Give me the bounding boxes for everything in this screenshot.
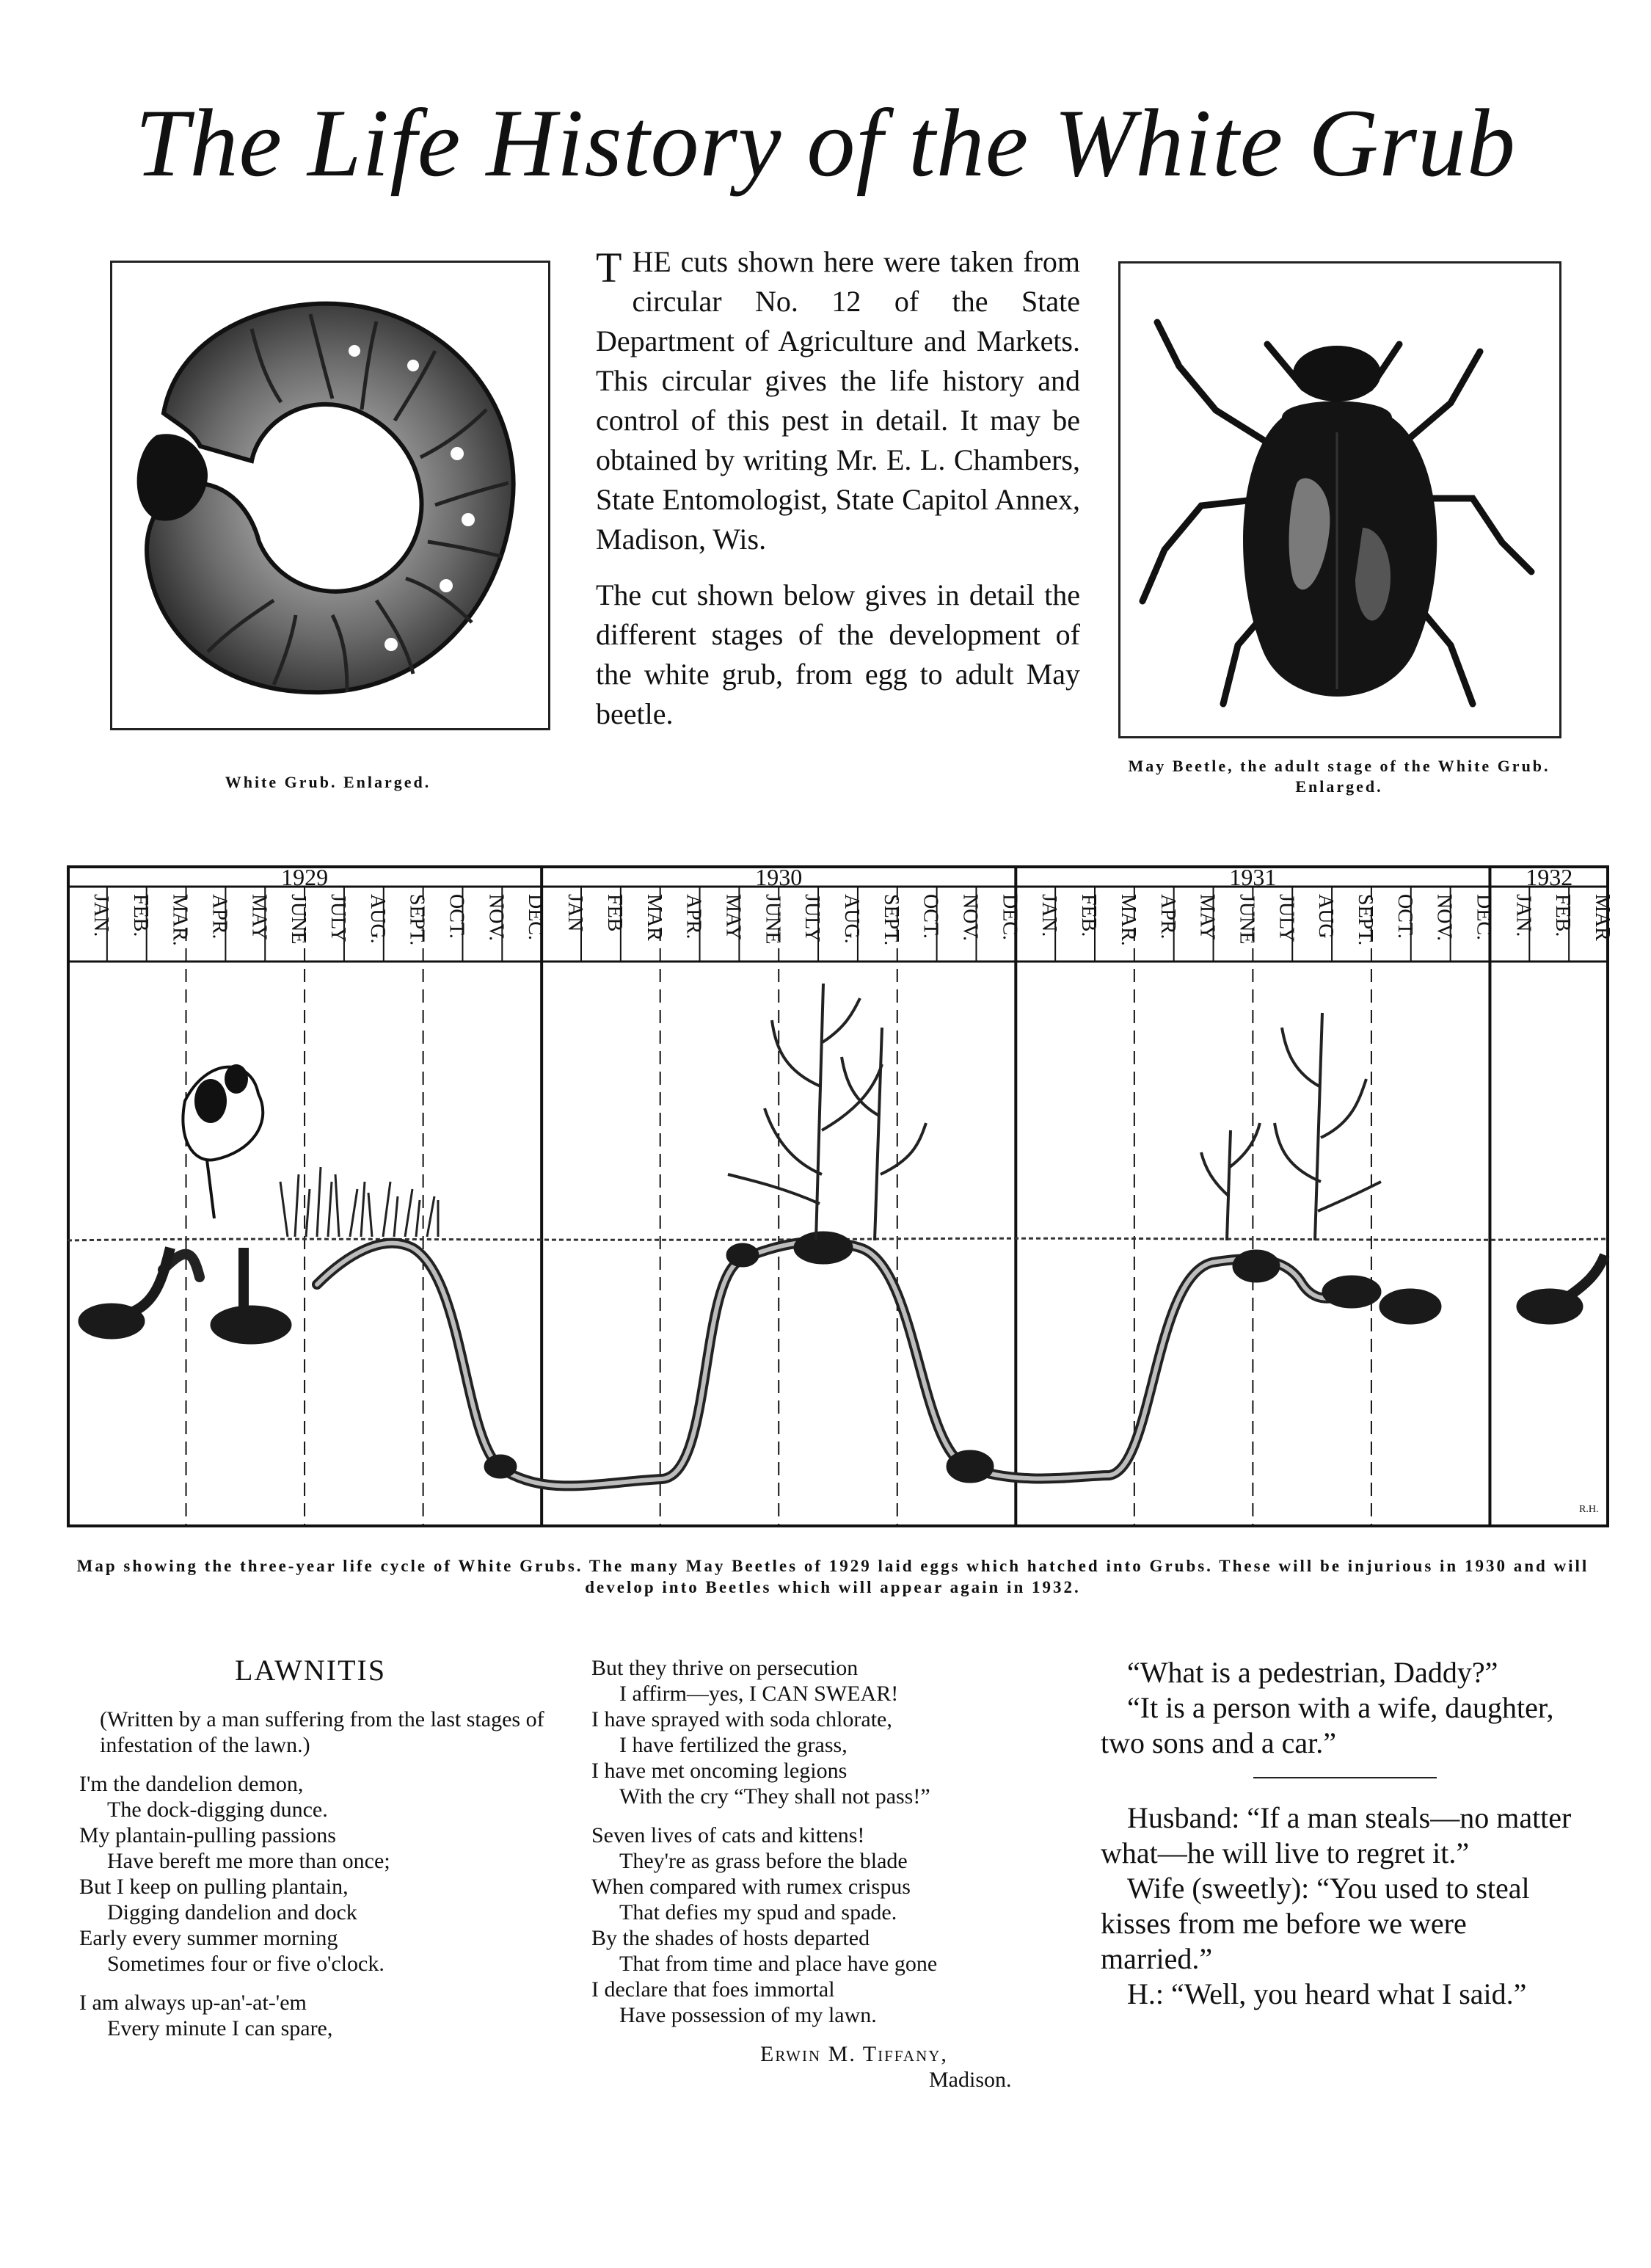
month-label: JAN. — [1038, 894, 1061, 937]
intro-text — [596, 242, 1080, 750]
month-label: NOV. — [958, 894, 982, 942]
month-label: MAR. — [168, 894, 192, 946]
poem-stanza — [591, 1655, 1061, 1809]
poem-line: The dock-digging dunce. — [107, 1798, 328, 1822]
poem-line: Seven lives of cats and kittens! — [591, 1823, 865, 1847]
artist-initials: R.H. — [1579, 1504, 1599, 1515]
poem-line: They're as grass before the blade — [619, 1849, 908, 1873]
poem-line: Digging dandelion and dock — [107, 1900, 357, 1924]
poem-line: Early every summer morning — [79, 1926, 338, 1950]
poem-author: Erwin M. Tiffany, — [760, 2042, 948, 2066]
joke-line: “What is a pedestrian, Daddy?” — [1127, 1656, 1498, 1689]
poem-line: Sometimes four or five o'clock. — [107, 1952, 384, 1976]
month-label: OCT. — [445, 894, 468, 939]
poem-line: Have bereft me more than once; — [107, 1849, 390, 1873]
intro-paragraph-2: The cut shown below gives in detail the different stages of the development of the white grub, from egg to adult May beetle. — [596, 578, 1080, 730]
poem-line: I'm the dandelion demon, — [79, 1772, 304, 1796]
month-label: APR. — [208, 894, 231, 939]
month-label: NOV. — [1432, 894, 1456, 942]
month-label: AUG. — [840, 894, 863, 944]
month-label: DEC. — [998, 894, 1021, 940]
year-label: 1930 — [755, 864, 803, 890]
poem-line: I declare that foes immortal — [591, 1977, 835, 2002]
poem-stanza — [79, 1990, 564, 2041]
poem-stanza — [79, 1771, 564, 1977]
white-grub-photo — [110, 261, 550, 730]
joke-line: Husband: “If a man steals—no matter what—he will live to regret it.” — [1101, 1801, 1572, 1869]
poem-column-1 — [79, 1707, 564, 2054]
white-grub-illustration — [112, 263, 548, 728]
month-label: NOV. — [484, 894, 508, 942]
joke-line: H.: “Well, you heard what I said.” — [1127, 1977, 1527, 2010]
intro-paragraph-1: HE cuts shown here were taken from circular No. 12 of the State Department of Agriculture and Markets. This circular gives the life history and control of this pest in detail. It may be obtained by writing Mr. E. L. Chambers, State Entomologist, State Capitol Annex, Madison, Wis. — [596, 245, 1080, 556]
poem-line: But I keep on pulling plantain, — [79, 1875, 349, 1899]
poem-line: With the cry “They shall not pass!” — [619, 1784, 930, 1809]
month-label: FEB. — [128, 894, 152, 937]
page-title: The Life History of the White Grub — [135, 89, 1516, 197]
month-label: JUNE — [287, 894, 310, 945]
poem-stanza — [591, 1822, 1061, 2028]
poem-line: I have sprayed with soda chlorate, — [591, 1707, 892, 1731]
poem-line: Every minute I can spare, — [107, 2016, 333, 2040]
intro-dropcap: T — [596, 244, 622, 291]
poem-subtitle: (Written by a man suffering from the last stages of infestation of the lawn.) — [100, 1707, 544, 1757]
year-label: 1932 — [1526, 864, 1573, 890]
month-label: APR. — [1156, 894, 1179, 939]
year-label: 1929 — [281, 864, 329, 890]
poem-line: That defies my spud and spade. — [619, 1900, 897, 1924]
joke-line: Wife (sweetly): “You used to steal kisses from me before we were married.” — [1101, 1872, 1530, 1975]
month-label: MAY — [1195, 894, 1219, 940]
month-label: MAY — [247, 894, 271, 940]
beetle-photo-caption: May Beetle, the adult stage of the White Grub. Enlarged. — [1128, 757, 1550, 796]
month-label: JULY — [1275, 894, 1298, 942]
month-label: MAR. — [1116, 894, 1140, 946]
joke-line: “It is a person with a wife, daughter, two sons and a car.” — [1101, 1691, 1554, 1759]
poem-place: Madison. — [929, 2068, 1012, 2092]
poem-line: But they thrive on persecution — [591, 1656, 859, 1680]
may-beetle-photo — [1118, 261, 1561, 738]
month-label: JUNE — [1235, 894, 1258, 945]
divider-rule — [1253, 1777, 1437, 1778]
month-label: SEPT. — [1354, 894, 1377, 946]
may-beetle-illustration — [1120, 263, 1559, 736]
month-label: JAN — [564, 894, 587, 932]
life-cycle-chart — [68, 864, 1614, 1527]
poem-line: I am always up-an'-at-'em — [79, 1991, 307, 2015]
poem-line: I affirm—yes, I CAN SWEAR! — [619, 1682, 899, 1706]
month-label: AUG. — [365, 894, 389, 944]
month-label: JAN. — [89, 894, 112, 937]
month-label: JULY — [327, 894, 349, 942]
poem-column-2 — [591, 1655, 1061, 2093]
month-label: MAR — [1591, 894, 1614, 941]
grub-photo-caption: White Grub. Enlarged. — [225, 773, 431, 791]
month-label: JUNE — [761, 894, 784, 945]
poem-line: I have met oncoming legions — [591, 1759, 848, 1783]
month-label: JULY — [801, 894, 824, 942]
life-cycle-caption: Map showing the three-year life cycle of White Grubs. The many May Beetles of 1929 laid eggs which hatched into Grubs. These will be injurious in 1930 and will develop into Beetles which will appear again in 1932. — [76, 1557, 1589, 1596]
poem-line: My plantain-pulling passions — [79, 1823, 336, 1847]
poem-line: By the shades of hosts departed — [591, 1926, 870, 1950]
month-label: MAR — [642, 894, 666, 941]
month-label: SEPT. — [405, 894, 429, 946]
poem-line: I have fertilized the grass, — [619, 1733, 848, 1757]
month-label: FEB — [602, 894, 626, 932]
month-label: SEPT. — [879, 894, 903, 946]
month-label: FEB. — [1551, 894, 1575, 937]
life-cycle-diagram — [68, 864, 1614, 1527]
month-label: APR. — [682, 894, 705, 939]
month-label: OCT. — [1393, 894, 1416, 939]
month-label: JAN. — [1512, 894, 1535, 937]
month-label: DEC. — [1472, 894, 1495, 940]
month-label: OCT. — [919, 894, 942, 939]
poem-title: LAWNITIS — [235, 1654, 387, 1687]
month-label: DEC. — [524, 894, 547, 940]
year-label: 1931 — [1229, 864, 1277, 890]
month-label: MAY — [721, 894, 745, 940]
jokes-column — [1101, 1655, 1585, 2012]
poem-line: That from time and place have gone — [619, 1952, 938, 1976]
poem-line: Have possession of my lawn. — [619, 2003, 877, 2027]
month-label: FEB. — [1077, 894, 1101, 937]
month-label: AUG — [1314, 894, 1338, 939]
poem-line: When compared with rumex crispus — [591, 1875, 911, 1899]
